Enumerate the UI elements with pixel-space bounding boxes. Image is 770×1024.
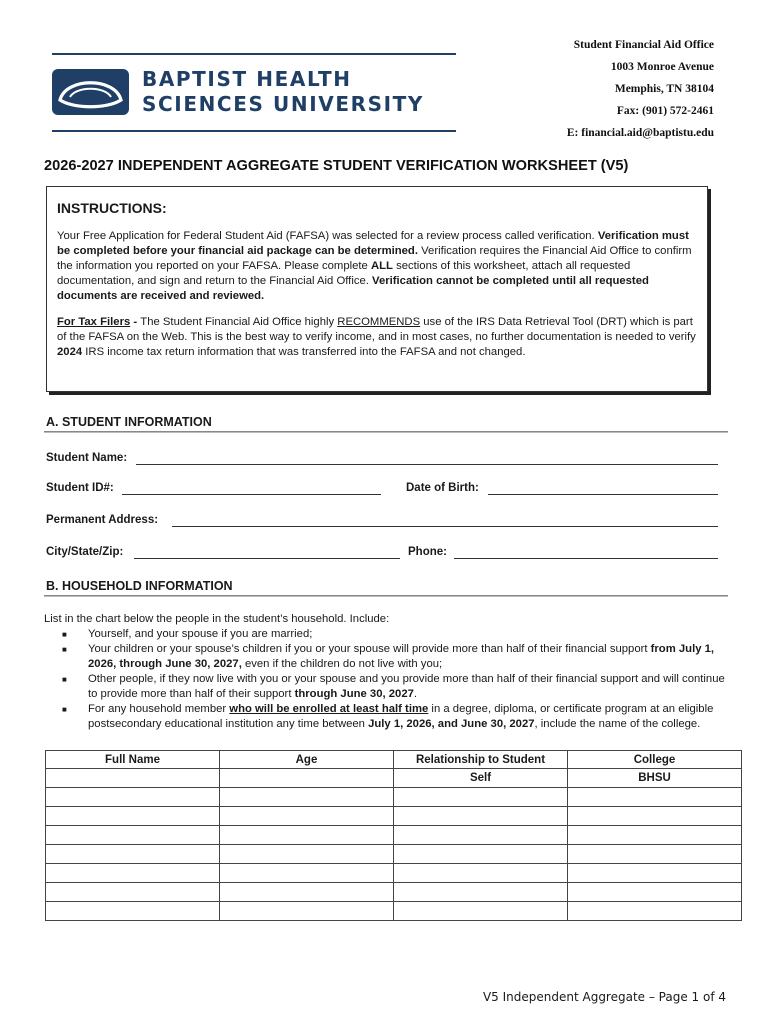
city-state-zip-label: City/State/Zip: — [46, 546, 124, 558]
bullet-icon: ■ — [62, 630, 67, 639]
table-cell[interactable] — [46, 807, 220, 826]
section-a-divider — [44, 431, 728, 433]
table-cell[interactable] — [394, 883, 568, 902]
bullet-icon: ■ — [62, 645, 67, 654]
bullet-icon: ■ — [62, 705, 67, 714]
table-cell[interactable] — [568, 864, 742, 883]
table-cell[interactable] — [220, 807, 394, 826]
table-cell[interactable] — [46, 845, 220, 864]
permanent-address-label: Permanent Address: — [46, 514, 159, 526]
page-footer: V5 Independent Aggregate – Page 1 of 4 — [482, 990, 726, 1004]
date-of-birth-label: Date of Birth: — [406, 482, 479, 494]
table-row — [46, 845, 742, 864]
table-cell[interactable] — [220, 883, 394, 902]
logo-divider-bottom — [52, 130, 456, 132]
student-name-field[interactable] — [136, 464, 718, 465]
phone-field[interactable] — [454, 558, 718, 559]
table-row — [46, 864, 742, 883]
household-bullet-list — [44, 627, 734, 732]
logo-divider-top — [52, 53, 456, 55]
student-id-field[interactable] — [122, 494, 381, 495]
table-cell[interactable] — [46, 864, 220, 883]
table-row — [46, 883, 742, 902]
table-cell[interactable] — [46, 902, 220, 921]
office-name: Student Financial Aid Office — [573, 39, 714, 51]
table-row — [46, 769, 742, 788]
university-logo-icon — [52, 69, 129, 115]
list-item: ■ Yourself, and your spouse if you are married; — [62, 628, 313, 640]
permanent-address-field[interactable] — [172, 526, 718, 527]
header-relationship: Relationship to Student — [394, 751, 568, 769]
section-a-heading: A. STUDENT INFORMATION — [46, 415, 212, 429]
table-cell[interactable] — [220, 769, 394, 788]
document-title: 2026-2027 INDEPENDENT AGGREGATE STUDENT VERIFICATION WORKSHEET (V5) — [44, 158, 629, 174]
instructions-heading: INSTRUCTIONS: — [57, 200, 167, 216]
instructions-paragraph-2: For Tax Filers - The Student Financial Aid Office highly RECOMMENDS use of the IRS Data Retrieval Tool (DRT) which is part of the FAFSA on the Web. This is the best way to verify income, and in most cases, no further documentation is needed to verify 2024 IRS income tax return information that was transferred into the FAFSA and not changed. — [57, 316, 696, 358]
table-cell[interactable] — [46, 883, 220, 902]
table-row — [46, 807, 742, 826]
table-row — [46, 788, 742, 807]
instructions-box — [46, 186, 708, 392]
table-cell[interactable] — [568, 807, 742, 826]
table-cell[interactable] — [220, 788, 394, 807]
bullet-icon: ■ — [62, 675, 67, 684]
table-cell: Self — [394, 769, 568, 788]
logo-text-line1: BAPTIST HEALTH — [142, 67, 352, 91]
table-header-row — [46, 751, 742, 769]
office-email[interactable]: E: financial.aid@baptistu.edu — [566, 127, 714, 139]
list-item: ■ Other people, if they now live with you or your spouse and you provide more than half of their financial support and will continue to provide more than half of their support through June 30, 2027. — [62, 673, 725, 700]
table-cell[interactable] — [568, 845, 742, 864]
date-of-birth-field[interactable] — [488, 494, 718, 495]
table-cell: BHSU — [568, 769, 742, 788]
office-fax: Fax: (901) 572-2461 — [616, 105, 714, 117]
table-cell[interactable] — [220, 902, 394, 921]
household-instructions — [44, 612, 734, 732]
instructions-paragraph-1: Your Free Application for Federal Student Aid (FAFSA) was selected for a review process called verification. Verification must be completed before your financial aid package can be determined. Verification requires the Financial Aid Office to confirm the information you reported on your FAFSA. Please complete ALL sections of this worksheet, attach all requested documentation, and sign and return to the Financial Aid Office. Verification cannot be completed until all requested documents are received and reviewed. — [57, 230, 692, 302]
list-item: ■ Your children or your spouse’s children if you or your spouse will provide more than half of their financial support from July 1, 2026, through June 30, 2027, even if the children do not live with you; — [62, 643, 715, 670]
table-cell[interactable] — [394, 845, 568, 864]
student-id-label: Student ID#: — [46, 482, 114, 494]
table-cell[interactable] — [568, 788, 742, 807]
logo-text-line2: SCIENCES UNIVERSITY — [142, 92, 424, 116]
table-cell[interactable] — [568, 883, 742, 902]
table-cell[interactable] — [568, 826, 742, 845]
table-cell[interactable] — [394, 788, 568, 807]
phone-label: Phone: — [408, 546, 447, 558]
table-cell[interactable] — [46, 826, 220, 845]
section-b-heading: B. HOUSEHOLD INFORMATION — [46, 579, 233, 593]
header-age: Age — [220, 751, 394, 769]
table-cell[interactable] — [394, 807, 568, 826]
table-cell[interactable] — [394, 902, 568, 921]
table-row — [46, 826, 742, 845]
table-row — [46, 902, 742, 921]
table-cell[interactable] — [220, 864, 394, 883]
table-cell[interactable] — [394, 826, 568, 845]
table-cell[interactable] — [220, 826, 394, 845]
list-item: ■ For any household member who will be enrolled at least half time in a degree, diploma, or certificate program at an eligible postsecondary educational institution any time between July 1, 2026, and June 30, 2027, include the name of the college. — [62, 703, 714, 730]
header-full-name: Full Name — [46, 751, 220, 769]
table-cell[interactable] — [46, 788, 220, 807]
office-city: Memphis, TN 38104 — [614, 83, 714, 95]
office-street: 1003 Monroe Avenue — [610, 61, 714, 73]
section-b-divider — [44, 595, 728, 597]
table-cell[interactable] — [220, 845, 394, 864]
header-college: College — [568, 751, 742, 769]
table-cell[interactable] — [46, 769, 220, 788]
student-name-label: Student Name: — [46, 452, 128, 464]
city-state-zip-field[interactable] — [134, 558, 400, 559]
household-intro-text: List in the chart below the people in the student’s household. Include: — [44, 613, 390, 625]
household-table — [45, 750, 742, 921]
table-cell[interactable] — [394, 864, 568, 883]
table-cell[interactable] — [568, 902, 742, 921]
